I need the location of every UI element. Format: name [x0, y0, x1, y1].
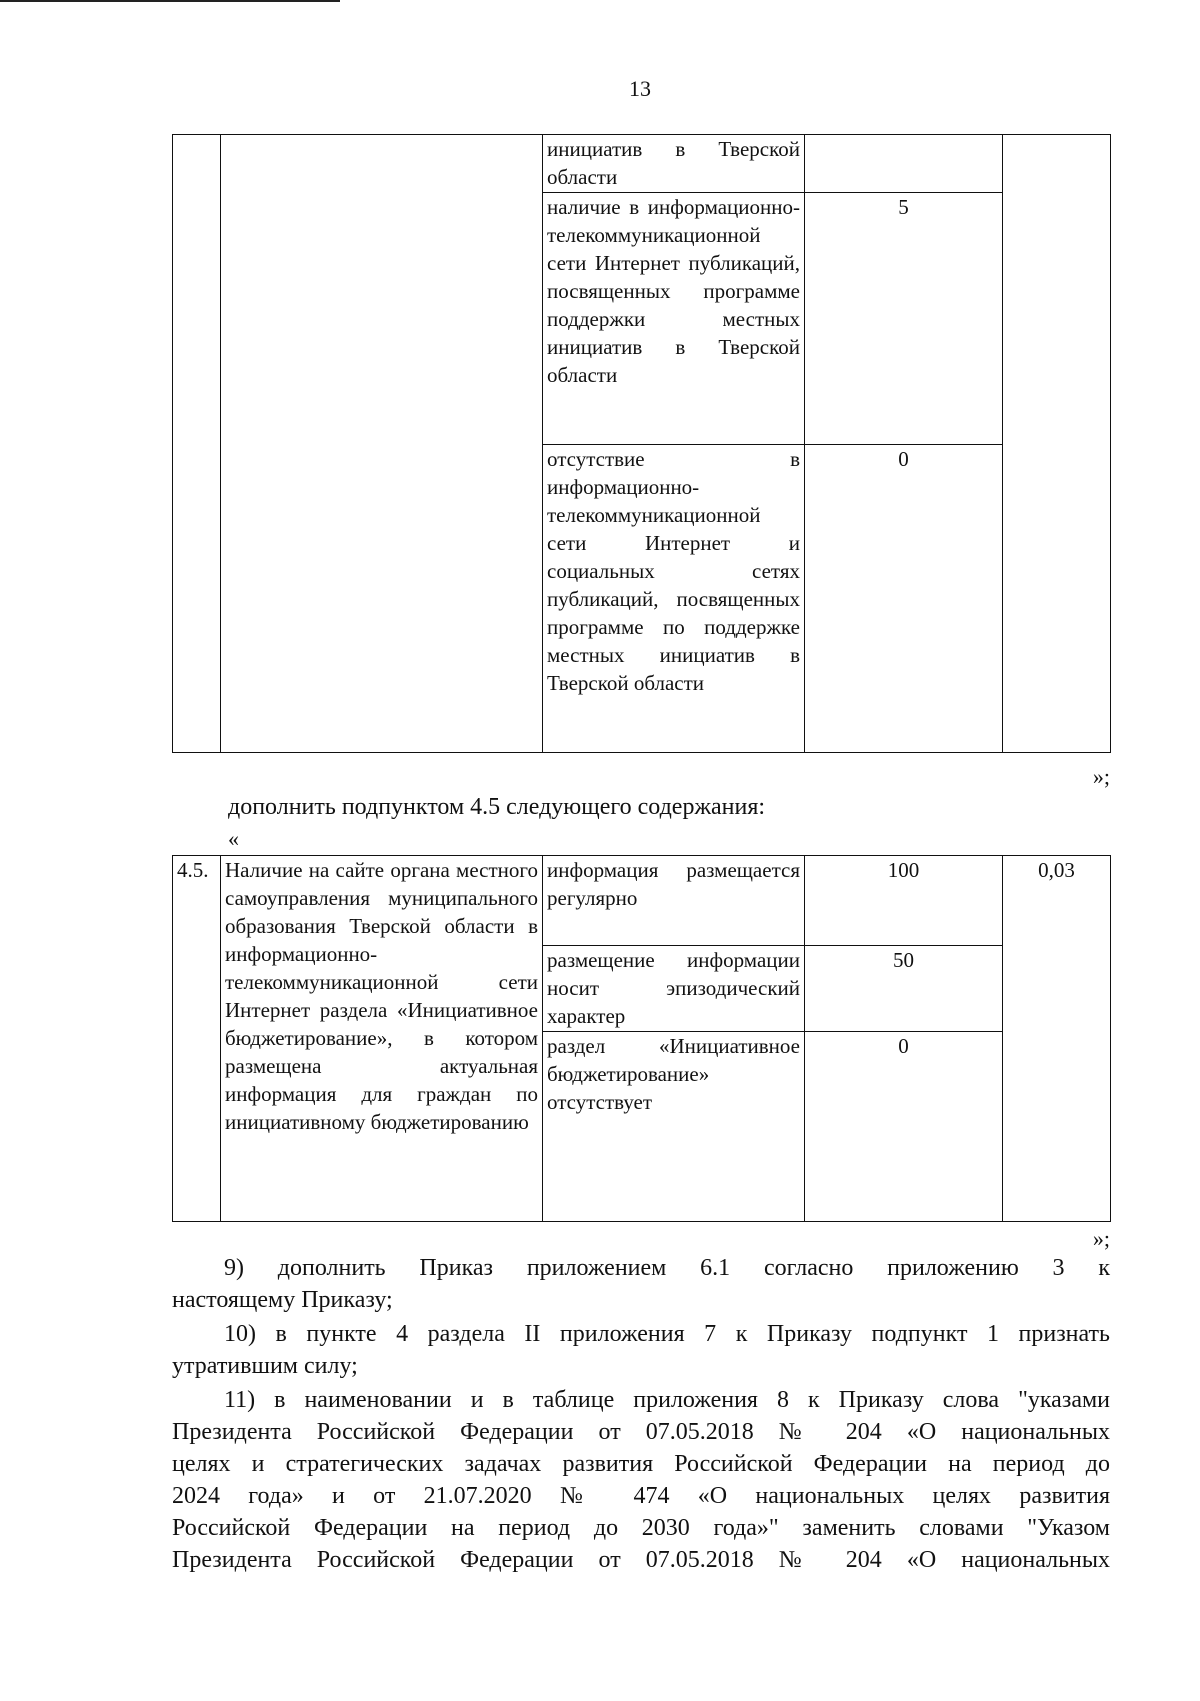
table-row: [173, 135, 1111, 193]
page-number: 13: [629, 76, 651, 101]
criterion-cell: размещение информации носит эпизодический характер: [543, 946, 805, 1032]
score-cell: 50: [805, 946, 1003, 1032]
score-cell: 0: [805, 445, 1003, 753]
score-cell: 100: [805, 856, 1003, 946]
intro-text: дополнить подпунктом 4.5 следующего содержания:: [228, 794, 766, 820]
criterion-cell: раздел «Инициативное бюджетирование» отсутствует: [543, 1032, 805, 1222]
paragraph-line: 2024 года» и от 21.07.2020 № 474 «О национальных целях развития: [172, 1483, 1110, 1509]
scan-edge-line: [0, 0, 340, 2]
paragraph-line: Президента Российской Федерации от 07.05.2018 № 204 «О национальных: [172, 1419, 1110, 1445]
criterion-cell: инициатив в Тверской области: [543, 135, 805, 193]
criterion-cell: отсутствие в информационно-телекоммуникационной сети Интернет и социальных сетях публикаций, посвященных программе по поддержке местных инициатив в Тверской области: [543, 445, 805, 753]
paragraph-line: утратившим силу;: [172, 1353, 358, 1379]
subpoint-4-5-table: [172, 855, 1111, 1222]
score-cell: 0: [805, 1032, 1003, 1222]
indicator-cell: Наличие на сайте органа местного самоуправления муниципального образования Тверской области в информационно-телекоммуникационной сети Интернет раздела «Инициативное бюджетирование», в котором размещена актуальная информация для граждан по инициативному бюджетированию: [221, 856, 543, 1222]
criterion-cell: информация размещается регулярно: [543, 856, 805, 946]
paragraph-line: 10) в пункте 4 раздела II приложения 7 к Приказу подпункт 1 признать: [224, 1321, 1110, 1347]
paragraph-line: целях и стратегических задачах развития Российской Федерации на период до: [172, 1451, 1110, 1477]
number-cell: 4.5.: [173, 856, 221, 1222]
table-row: [173, 856, 1111, 946]
paragraph-line: настоящему Приказу;: [172, 1287, 393, 1313]
paragraph-line: 9) дополнить Приказ приложением 6.1 согласно приложению 3 к: [224, 1255, 1110, 1281]
score-cell: 5: [805, 193, 1003, 445]
closing-quote-mark: »;: [1092, 764, 1110, 789]
indicator-cell: [221, 135, 543, 753]
weight-cell: 0,03: [1003, 856, 1111, 1222]
paragraph-11: [172, 1384, 1110, 1576]
closing-quote-mark: »;: [1092, 1226, 1110, 1251]
paragraph-line: 11) в наименовании и в таблице приложения 8 к Приказу слова "указами: [224, 1387, 1110, 1413]
paragraph-10: [172, 1318, 1110, 1382]
paragraph-line: Российской Федерации на период до 2030 года»" заменить словами "Указом: [172, 1515, 1110, 1541]
weight-cell: [1003, 135, 1111, 753]
opening-quote-mark: «: [228, 826, 239, 851]
paragraph-line: Президента Российской Федерации от 07.05.2018 № 204 «О национальных: [172, 1547, 1110, 1573]
criteria-table-continuation: [172, 134, 1111, 753]
criterion-cell: наличие в информационно-телекоммуникационной сети Интернет публикаций, посвященных программе поддержки местных инициатив в Тверской области: [543, 193, 805, 445]
score-cell: [805, 135, 1003, 193]
number-cell: [173, 135, 221, 753]
paragraph-9: [172, 1252, 1110, 1316]
